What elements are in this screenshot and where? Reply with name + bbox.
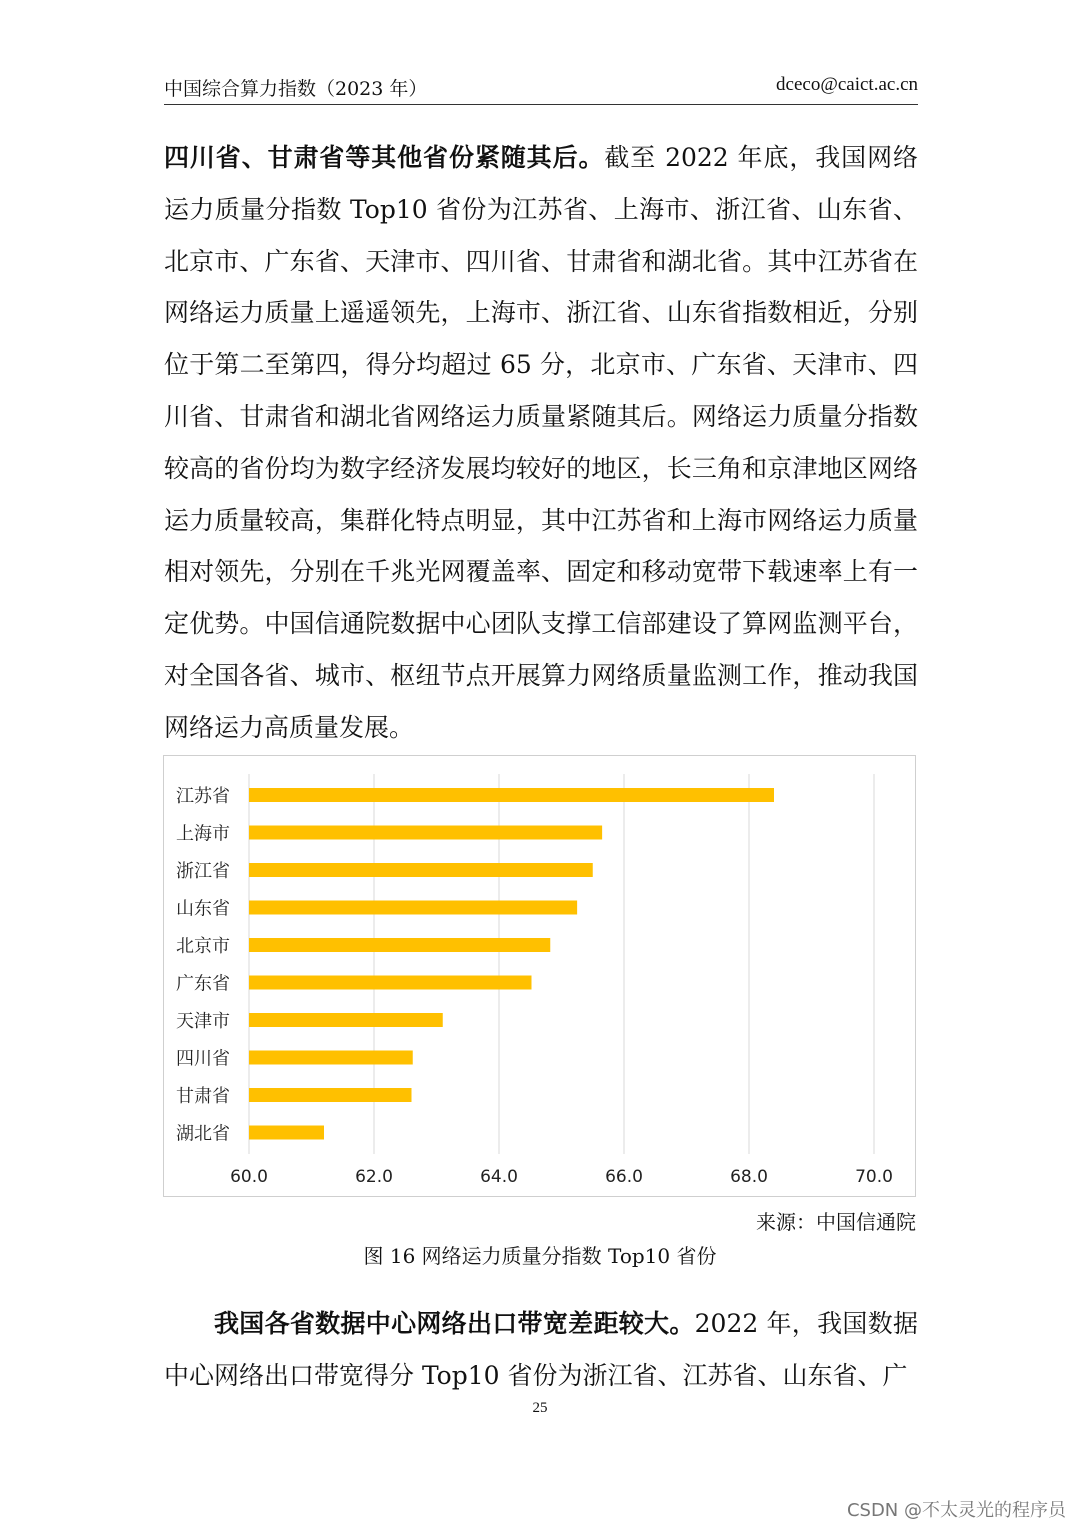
- header-email: dceco@caict.ac.cn: [776, 74, 918, 95]
- bar: [249, 976, 532, 990]
- bar: [249, 1126, 324, 1140]
- x-tick-label: 68.0: [730, 1167, 768, 1187]
- figure-caption: 图 16 网络运力质量分指数 Top10 省份: [363, 1244, 717, 1268]
- x-tick-label: 66.0: [605, 1167, 643, 1187]
- paragraph-1-text: 截至 2022 年底，我国网络运力质量分指数 Top10 省份为江苏省、上海市、浙江省、山东省、北京市、广东省、天津市、四川省、甘肃省和湖北省。其中江苏省在网络运力质量上遥遥领先，上海市、浙江省、山东省指数相近，分别位于第二至第四，得分均超过 65 分，北京市、广东省、天津市、四川省、甘肃省和湖北省网络运力质量紧随其后。网络运力质量分指数较高的省份均为数字经济发展均较好的地区，长三角和京津地区网络运力质量较高，集群化特点明显，其中江苏省和上海市网络运力质量相对领先，分别在千兆光网覆盖率、固定和移动宽带下载速率上有一定优势。中国信通院数据中心团队支撑工信部建设了算网监测平台，对全国各省、城市、枢纽节点开展算力网络质量监测工作，推动我国网络运力高质量发展。: [164, 143, 918, 742]
- paragraph-2-text: 2022 年，我国数据中心网络出口带宽得分 Top10 省份为浙江省、江苏省、山东省、广: [164, 1309, 918, 1390]
- paragraph-2-bold: 我国各省数据中心网络出口带宽差距较大。: [214, 1309, 695, 1338]
- page-number: 25: [532, 1400, 548, 1416]
- paragraph-2: [164, 1298, 918, 1402]
- category-label: 湖北省: [176, 1123, 230, 1145]
- x-tick-label: 64.0: [480, 1167, 518, 1187]
- bar-chart: [163, 755, 916, 1197]
- bar: [249, 1013, 443, 1027]
- paragraph-1-bold: 四川省、甘肃省等其他省份紧随其后。: [164, 143, 605, 172]
- x-tick-label: 70.0: [855, 1167, 893, 1187]
- category-label: 甘肃省: [176, 1086, 230, 1107]
- chart-source: 来源：中国信通院: [756, 1210, 916, 1234]
- bar: [249, 1088, 412, 1102]
- x-tick-label: 60.0: [230, 1167, 268, 1187]
- bar: [249, 788, 774, 802]
- x-tick-label: 62.0: [355, 1167, 393, 1187]
- watermark: CSDN @不太灵光的程序员: [846, 1500, 1066, 1521]
- bar: [249, 901, 577, 915]
- page-header: [164, 70, 918, 105]
- category-label: 上海市: [176, 823, 230, 845]
- bar: [249, 863, 593, 877]
- category-label: 广东省: [176, 973, 230, 995]
- bar: [249, 938, 550, 952]
- bar: [249, 1051, 413, 1065]
- bar: [249, 826, 602, 840]
- bar-chart-svg: [164, 756, 917, 1198]
- header-title: 中国综合算力指数（2023 年）: [164, 78, 428, 100]
- paragraph-1: [164, 132, 918, 754]
- category-label: 天津市: [176, 1011, 230, 1032]
- category-label: 四川省: [176, 1048, 230, 1070]
- category-label: 江苏省: [176, 786, 230, 807]
- category-label: 北京市: [176, 936, 230, 957]
- category-label: 浙江省: [176, 861, 230, 882]
- category-label: 山东省: [176, 898, 230, 920]
